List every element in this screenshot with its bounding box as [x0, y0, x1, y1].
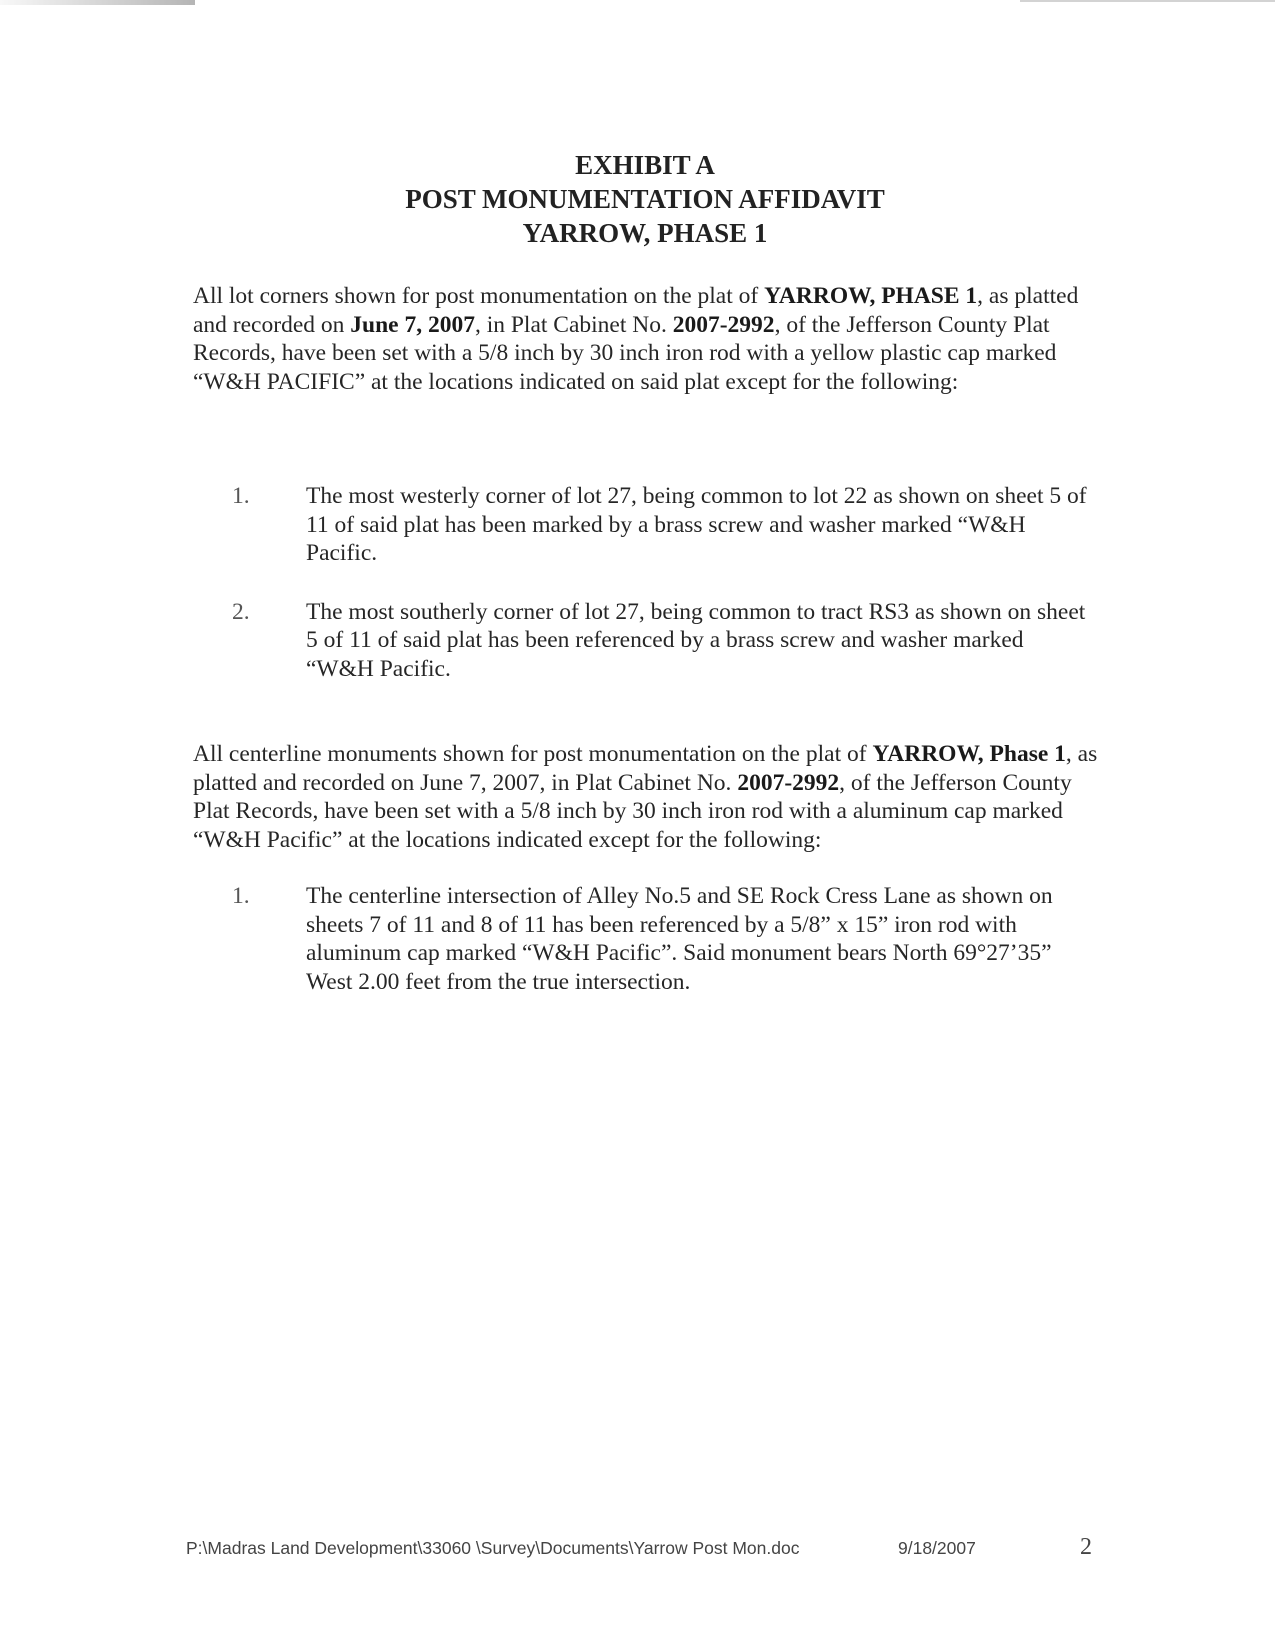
- list-item-number: 1.: [232, 483, 250, 509]
- lot-corners-paragraph: [193, 282, 1108, 396]
- list-item: [0, 598, 1275, 684]
- page-number: 2: [1080, 1534, 1092, 1560]
- list-item: [0, 882, 1275, 996]
- bold-record-date: June 7, 2007: [350, 311, 475, 338]
- list-item-number: 1.: [232, 883, 250, 909]
- text-run: , of the Jefferson County Plat Records, have been set with a 5/8 inch by 30 inch iron rod with a aluminum cap marked “W&H Pacific” at the locations indicated except for the following:: [193, 769, 1072, 853]
- bold-cabinet-number: 2007-2992: [672, 311, 775, 338]
- text-run: , as platted and recorded on: [193, 283, 1079, 338]
- list-item-text: The centerline intersection of Alley No.5 and SE Rock Cress Lane as shown on sheets 7 of 11 and 8 of 11 has been referenced by a 5/8” x 15” iron rod with aluminum cap marked “W&H Pacific”. Said monument bears North 69°27’35” West 2.00 feet from the true intersection.: [306, 883, 1053, 995]
- document-title: [0, 148, 1275, 250]
- list-item-text: The most southerly corner of lot 27, being common to tract RS3 as shown on sheet 5 of 11 of said plat has been referenced by a brass screw and washer marked “W&H Pacific.: [306, 598, 1086, 682]
- text-run: , as platted and recorded on June 7, 2007, in Plat Cabinet No.: [193, 741, 1098, 796]
- bold-subdivision-name: YARROW, Phase 1: [872, 741, 1066, 767]
- text-run: , in Plat Cabinet No.: [474, 311, 673, 338]
- list-item-number: 2.: [232, 598, 250, 625]
- footer-file-path: P:\Madras Land Development\33060 \Survey\Documents\Yarrow Post Mon.doc: [186, 1538, 800, 1558]
- title-subdivision: YARROW, PHASE 1: [522, 218, 768, 248]
- text-run: All centerline monuments shown for post monumentation on the plat of: [193, 741, 873, 767]
- centerline-exceptions-list: [0, 882, 1275, 1026]
- title-affidavit: POST MONUMENTATION AFFIDAVIT: [405, 184, 885, 214]
- bold-subdivision-name: YARROW, PHASE 1: [764, 283, 978, 309]
- text-run: All lot corners shown for post monumentation on the plat of: [193, 283, 765, 309]
- lot-corner-exceptions-list: [0, 482, 1275, 713]
- text-run: , of the Jefferson County Plat Records, have been set with a 5/8 inch by 30 inch iron rod with a yellow plastic cap marked “W&H PACIFIC” at the locations indicated on said plat except for the following:: [193, 311, 1057, 395]
- list-item-text: The most westerly corner of lot 27, being common to lot 22 as shown on sheet 5 of 11 of said plat has been marked by a brass screw and washer marked “W&H Pacific.: [306, 483, 1087, 566]
- bold-cabinet-number: 2007-2992: [737, 769, 840, 796]
- title-exhibit: EXHIBIT A: [575, 150, 715, 180]
- centerline-monuments-paragraph: [193, 740, 1108, 854]
- footer-date: 9/18/2007: [898, 1538, 976, 1558]
- list-item: [0, 482, 1275, 568]
